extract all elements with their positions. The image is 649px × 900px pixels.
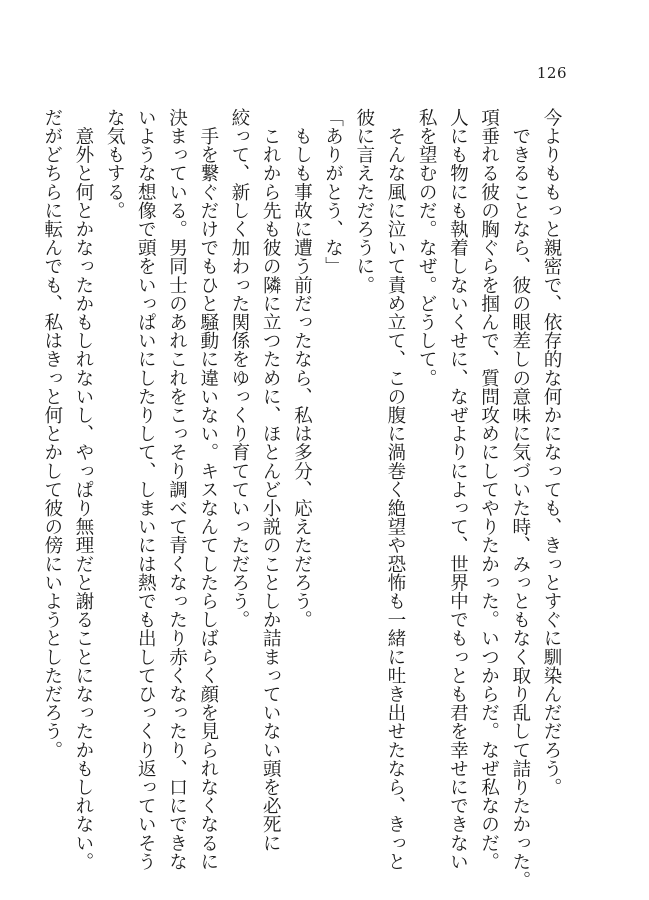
text-line: 今よりももっと親密で、依存的な何かになっても、きっとすぐに馴染んだだろう。 bbox=[541, 108, 562, 797]
text-line: もしも事故に遭う前だったなら、私は多分、応えただろう。 bbox=[291, 108, 313, 629]
text-line: いような想像で頭をいっぱいにしたりして、しまいには熱でも出してひっくり返っていそう bbox=[135, 108, 157, 871]
text-line: だがどちらに転んでも、私はきっと何とかして彼の傍にいようとしただろう。 bbox=[41, 108, 63, 759]
text-line: 絞って、新しく加わった関係をゆっくり育てていっただろう。 bbox=[228, 108, 250, 629]
text-line: これから先も彼の隣に立つために、ほとんど小説のことしか詰まっていない頭を必死に bbox=[260, 108, 282, 852]
text-line: な気もする。 bbox=[104, 108, 126, 220]
text-line: できることなら、彼の眼差しの意味に気づいた時、みっともなく取り乱して詰りたかった。 bbox=[509, 108, 531, 890]
vertical-text-body bbox=[41, 108, 567, 890]
text-line: 人にも物にも執着しないくせに、なぜよりによって、世界中でもっとも君を幸せにできない bbox=[447, 108, 469, 871]
text-line: 決まっている。男同士のあれこれをこっそり調べて青くなったり赤くなったり、口にできな bbox=[166, 108, 188, 871]
text-line: 私を望むのだ。なぜ。どうして。 bbox=[416, 108, 438, 387]
text-line: 「ありがとう、な」 bbox=[322, 108, 344, 276]
text-line: 手を繋ぐだけでもひと騒動に違いない。キスなんてしたらしばらく顔を見られなくなるに bbox=[197, 108, 219, 871]
page-number: 126 bbox=[536, 64, 567, 82]
text-line: 彼に言えただろうに。 bbox=[353, 108, 375, 294]
text-line: 項垂れる彼の胸ぐらを掴んで、質問攻めにしてやりたかった。いつからだ。なぜ私なのだ。 bbox=[478, 108, 500, 871]
text-line: 意外と何とかなったかもしれないし、やっぱり無理だと謝ることになったかもしれない。 bbox=[72, 108, 94, 871]
text-line: そんな風に泣いて責め立て、この腹に渦巻く絶望や恐怖も一緒に吐き出せたなら、きっと bbox=[384, 108, 406, 871]
